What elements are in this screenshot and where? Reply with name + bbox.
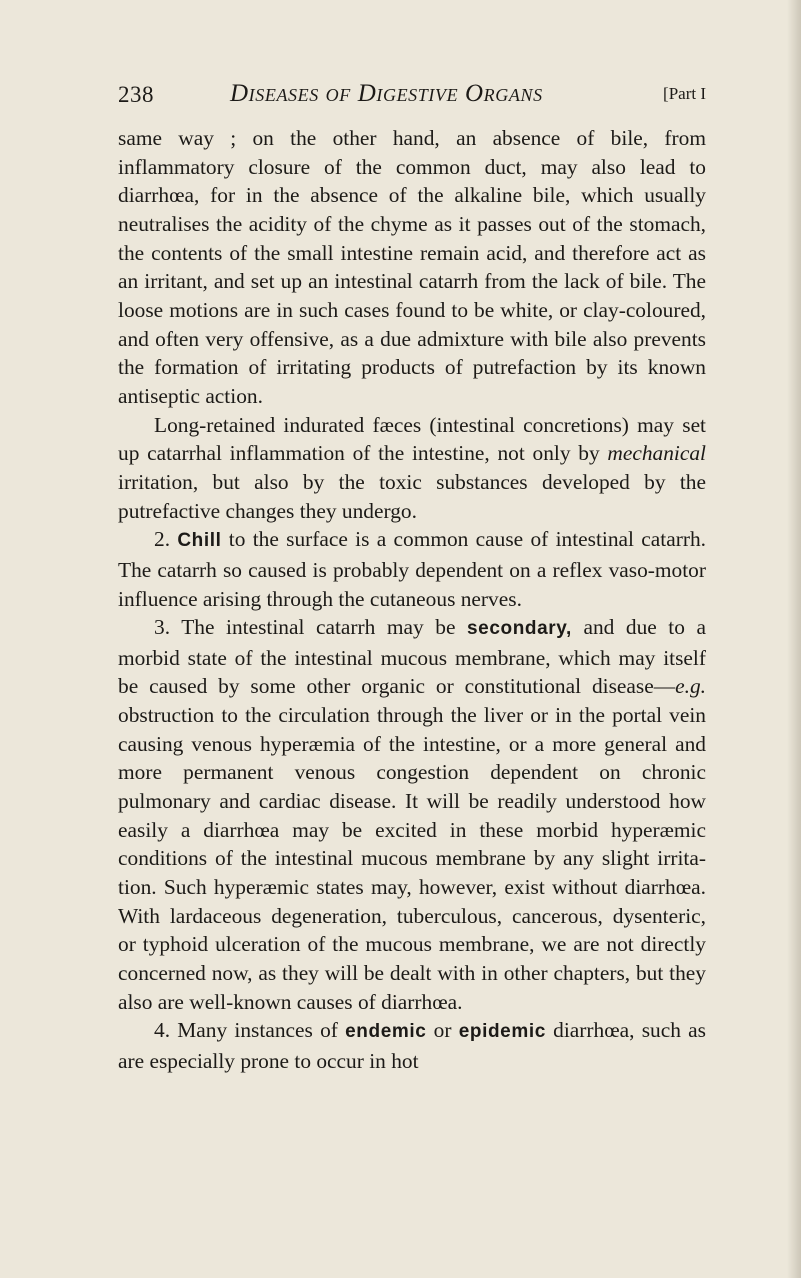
paragraph-4-after: obstruction to the circulation through the liver or in the portal vein causing venous hyperæmia of the intestine, or a more general and more permanent venous congestion dependent on chronic pulmonary and cardiac disease. It will be readily understood how easily a diarrhœa may be excited in these morbid hyperæmic conditions of the intestinal mucous membrane by any slight irritation. Such hyperæmic states may, however, exist without diarrhœa. With lardaceous degeneration, tuberculous, cancerous, dysenteric, or typhoid ulceration of the mucous membrane, we are not directly concerned now, as they will be dealt with in other chapters, but they also are well-known causes of diarrhœa. — [118, 703, 706, 1014]
paragraph-5-term-epidemic: epidemic — [458, 1021, 546, 1043]
paragraph-2-emphasis: mechanical — [607, 441, 706, 466]
paragraph-3-term: Chill — [177, 530, 222, 552]
paragraph-3 — [118, 525, 706, 613]
part-label: [Part I — [663, 84, 706, 103]
paragraph-3-number: 2. — [154, 527, 171, 552]
paragraph-5-term-endemic: endemic — [345, 1021, 427, 1043]
paragraph-4 — [118, 613, 706, 1016]
page-number: 238 — [118, 82, 154, 107]
paragraph-4-middle: and due to a morbid state of the intestinal mucous membrane, which may itself be caused by some other organic or constitutional disease— — [118, 615, 706, 699]
body-text — [118, 124, 706, 1076]
paragraph-2 — [118, 411, 706, 526]
paragraph-5-before: 4. Many instances of — [154, 1018, 346, 1043]
paragraph-2-after: irritation, but also by the toxic substances developed by the putrefactive changes they undergo. — [118, 469, 706, 523]
running-header — [118, 82, 706, 112]
paragraph-3-after: to the surface is a common cause of intestinal catarrh. The catarrh so caused is probably dependent on a reflex vaso-motor influence arising through the cutaneous nerves. — [118, 527, 706, 611]
paragraph-4-emphasis: e.g. — [675, 674, 706, 699]
paragraph-5 — [118, 1016, 706, 1075]
paragraph-4-term: secondary, — [466, 618, 572, 640]
running-title: Diseases of Digestive Organs — [230, 80, 543, 107]
paragraph-1-text: same way ; on the other hand, an absence of bile, from inflammatory closure of the common duct, may also lead to diarrhœa, for in the absence of the alkaline bile, which usually neutralises the acidity of the chyme as it passes out of the stomach, the contents of the small intestine remain acid, and therefore act as an irritant, and set up an intestinal catarrh from the lack of bile. The loose motions are in such cases found to be white, or clay-coloured, and often very offensive, as a due admixture with bile also prevents the formation of irritating products of putrefaction by its known antiseptic action. — [118, 126, 706, 408]
paragraph-5-middle: or — [426, 1018, 459, 1043]
page-edge-shadow — [787, 0, 801, 1278]
paragraph-2-before: Long-retained indurated fæces (intestinal concretions) may set up catarrhal inflammation of the intestine, not only by — [118, 412, 706, 466]
paragraph-1 — [118, 124, 706, 411]
paragraph-5-after: diarrhœa, such as are especially prone to occur in hot — [118, 1018, 706, 1073]
paragraph-4-before: 3. The intestinal catarrh may be — [154, 615, 467, 640]
